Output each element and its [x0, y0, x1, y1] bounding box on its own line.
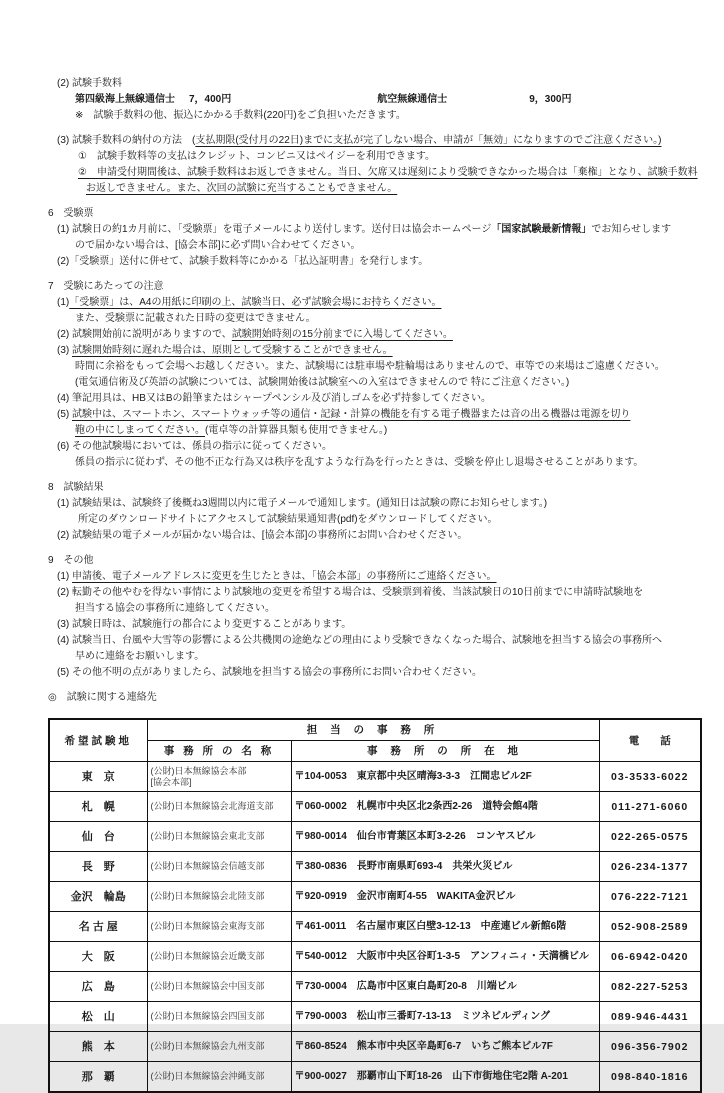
office-name-line1: (公財)日本無線協会北陸支部 [150, 891, 265, 901]
continuation [75, 455, 702, 471]
office-name-cell [147, 912, 291, 942]
doc-text-segment: (電気通信術及び英語の試験については、試験開始後は試験室への入室はできませんので 特にご注意ください。) [75, 377, 570, 388]
office-address-cell: 〒730-0004 広島市中区東白島町20-8 川端ビル [291, 972, 599, 1002]
doc-text-segment: また、受験票に記載された日時の変更はできません。 [75, 313, 316, 324]
doc-text-segment: 試験開始時刻に遅れた場合は、原則として受験することができません。 [72, 345, 393, 356]
contact-row [49, 1002, 701, 1032]
column-header-office-group: 担 当 の 事 務 所 [147, 719, 599, 741]
doc-text-segment: (5) [57, 409, 72, 420]
doc-text-segment: (電卓等の計算器具類も使用できません。) [205, 425, 388, 436]
continuation [75, 238, 702, 254]
office-name-cell [147, 882, 291, 912]
list-item [57, 343, 702, 359]
office-name-cell [147, 1062, 291, 1093]
doc-text-segment: (5) その他不明の点がありましたら、試験地を担当する協会の事務所にお問い合わせください。 [57, 667, 482, 678]
office-name-line1: (公財)日本無線協会信越支部 [150, 861, 265, 871]
office-address-cell: 〒920-0919 金沢市南町4-55 WAKITA金沢ビル [291, 882, 599, 912]
office-phone-cell: 022-265-0575 [599, 822, 701, 852]
test-site-cell: 札 幌 [49, 792, 147, 822]
doc-text-segment: (1) [57, 571, 72, 582]
doc-text-segment: (2) 転勤その他やむを得ない事情により試験地の変更を希望する場合は、受験票到着後、当該試験日の10日前までに申請時試験地を [57, 587, 644, 598]
office-address-cell: 〒900-0027 那覇市山下町18-26 山下市街地住宅2階 A-201 [291, 1062, 599, 1093]
doc-text-segment: (4) 試験当日、台風や大雪等の影響による公共機関の途絶などの理由により受験できなくなった場合、試験地を担当する協会の事務所へ [57, 635, 662, 646]
office-phone-cell: 052-908-2589 [599, 912, 701, 942]
doc-text-segment: 8 試験結果 [48, 482, 104, 493]
doc-text-segment: 「国家試験最新情報」 [491, 224, 592, 235]
test-site-cell: 広 島 [49, 972, 147, 1002]
section-2-heading [57, 76, 702, 92]
doc-text-segment: (2) 試験開始前に説明がありますので、 [57, 329, 232, 340]
doc-text-segment: 鞄の中にしまってください。 [75, 425, 205, 436]
continuation [86, 181, 702, 197]
office-phone-cell: 076-222-7121 [599, 882, 701, 912]
office-phone-cell: 03-3533-6022 [599, 762, 701, 792]
doc-text-segment: (3) [57, 345, 72, 356]
office-address-cell: 〒980-0014 仙台市青葉区本町3-2-26 コンヤスビル [291, 822, 599, 852]
test-site-cell: 仙 台 [49, 822, 147, 852]
office-address-cell: 〒104-0053 東京都中央区晴海3-3-3 江間忠ビル2F [291, 762, 599, 792]
office-address-cell: 〒461-0011 名古屋市東区白壁3-12-13 中産連ビル新館6階 [291, 912, 599, 942]
office-address-cell: 〒860-8524 熊本市中央区辛島町6-7 いちご熊本ビル7F [291, 1032, 599, 1062]
doc-block [48, 133, 702, 197]
test-site-cell: 松 山 [49, 1002, 147, 1032]
office-name-cell [147, 972, 291, 1002]
office-name-cell [147, 852, 291, 882]
continuation [78, 512, 702, 528]
contact-row [49, 1032, 701, 1062]
doc-text-segment: 9，300円 [529, 94, 572, 105]
doc-text-segment: ① 試験手数料等の支払はクレジット、コンビニ又はペイジーを利用できます。 [78, 151, 436, 162]
doc-text-segment: 6 受験票 [48, 208, 94, 219]
continuation [75, 311, 702, 327]
list-item [57, 407, 702, 423]
office-name-cell [147, 792, 291, 822]
office-name-line1: (公財)日本無線協会九州支部 [150, 1041, 265, 1051]
office-phone-cell: 026-234-1377 [599, 852, 701, 882]
doc-text-segment: (2) 試験手数料 [57, 78, 122, 89]
contact-row [49, 972, 701, 1002]
office-name-line1: (公財)日本無線協会中国支部 [150, 981, 265, 991]
doc-text-segment: (1) 試験日の約1カ月前に、「受験票」を電子メールにより送付します。送付日は協会ホームページ [57, 224, 492, 235]
section-7-heading [48, 279, 702, 295]
contact-table-body [49, 762, 701, 1093]
column-header-test-site: 希望試験地 [49, 719, 147, 762]
contact-row [49, 942, 701, 972]
doc-text-segment: 「受験票」は、A4の用紙に印刷の上、試験当日、必ず試験会場にお持ちください。 [69, 297, 442, 308]
doc-block [48, 76, 702, 124]
doc-text-segment: 申請後、電子メールアドレスに変更を生じたときは、「協会本部」の事務所にご連絡ください。 [72, 571, 497, 582]
office-name-line1: (公財)日本無線協会本部 [150, 765, 247, 776]
office-name-line1: (公財)日本無線協会沖縄支部 [150, 1071, 265, 1081]
document-text [48, 76, 702, 681]
section-6-heading [48, 206, 702, 222]
doc-text-segment: ※ 試験手数料の他、振込にかかる手数料(220円)をご負担いただきます。 [75, 110, 406, 121]
list-item [57, 617, 702, 633]
list-item [57, 633, 702, 649]
test-site-cell: 金沢 輪島 [49, 882, 147, 912]
office-name-cell [147, 1032, 291, 1062]
contact-table [48, 718, 702, 1093]
doc-text-segment: ② 申請受付期間後は、試験手数料はお返しできません。当日、欠席又は遅刻により受験できなかった場合は「棄権」となり、試験手数料 [78, 167, 698, 178]
office-name-line1: (公財)日本無線協会四国支部 [150, 1011, 265, 1021]
list-item [57, 439, 702, 455]
contact-table-header [49, 719, 701, 762]
continuation [75, 649, 702, 665]
contact-row [49, 792, 701, 822]
office-name-cell [147, 1002, 291, 1032]
office-address-cell: 〒540-0012 大阪市中央区谷町1-3-5 アンフィニィ・天満橋ビル [291, 942, 599, 972]
office-phone-cell: 082-227-5253 [599, 972, 701, 1002]
test-site-cell: 長 野 [49, 852, 147, 882]
list-item [57, 569, 702, 585]
doc-text-segment: (3) 試験手数料の納付の方法 ( [57, 135, 196, 146]
continuation [75, 423, 702, 439]
office-name-line2: [協会本部] [150, 776, 192, 787]
office-name-cell [147, 822, 291, 852]
contact-row [49, 1062, 701, 1093]
office-name-line1: (公財)日本無線協会近畿支部 [150, 951, 265, 961]
continuation [75, 601, 702, 617]
column-header-office-address: 事 務 所 の 所 在 地 [291, 741, 599, 762]
doc-block [48, 206, 702, 270]
list-item [57, 327, 702, 343]
doc-text-segment: (2)「受験票」送付に併せて、試験手数料等にかかる「払込証明書」を発行します。 [57, 256, 429, 267]
list-item [57, 254, 702, 270]
doc-text-segment: 所定のダウンロードサイトにアクセスして試験結果通知書(pdf)をダウンロードしてください。 [78, 514, 498, 525]
list-item [57, 391, 702, 407]
test-site-cell: 東 京 [49, 762, 147, 792]
list-item [57, 222, 702, 238]
office-name-cell [147, 762, 291, 792]
office-name-line1: (公財)日本無線協会東海支部 [150, 921, 265, 931]
doc-text-segment: お返しできません。また、次回の試験に充当することもできません。 [86, 183, 398, 194]
office-phone-cell: 096-356-7902 [599, 1032, 701, 1062]
section-9-heading [48, 553, 702, 569]
doc-block [48, 480, 702, 544]
office-name-line1: (公財)日本無線協会東北支部 [150, 831, 265, 841]
doc-text-segment: 試験中は、スマートホン、スマートウォッチ等の通信・記録・計算の機能を有する電子機器または音の出る機器は電源を切り [72, 409, 631, 420]
office-phone-cell: 011-271-6060 [599, 792, 701, 822]
list-item [57, 528, 702, 544]
doc-text-segment: 支払期限(受付月の22日)までに支払が完了しない場合、申請が「無効」になりますのでご注意ください。) [195, 135, 662, 146]
doc-block [48, 553, 702, 681]
fee-note [75, 108, 702, 124]
doc-text-segment: (3) 試験日時は、試験施行の都合により変更することがあります。 [57, 619, 352, 630]
doc-text-segment: (4) 筆記用具は、HB又はBの鉛筆またはシャープペンシル及び消しゴムを必ず持参してください。 [57, 393, 491, 404]
contact-row [49, 822, 701, 852]
office-phone-cell: 089-946-4431 [599, 1002, 701, 1032]
section-8-heading [48, 480, 702, 496]
office-address-cell: 〒380-0836 長野市南県町693-4 共栄火災ビル [291, 852, 599, 882]
doc-text-segment: でお知らせします [591, 224, 672, 235]
list-item [78, 149, 702, 165]
office-name-line1: (公財)日本無線協会北海道支部 [150, 801, 274, 811]
doc-text-segment: 係員の指示に従わず、その他不正な行為又は秩序を乱すような行為を行ったときは、受験を停止し退場させることがあります。 [75, 457, 644, 468]
continuation [75, 375, 702, 391]
list-item [57, 496, 702, 512]
list-item [57, 585, 702, 601]
contact-row [49, 852, 701, 882]
test-site-cell: 那 覇 [49, 1062, 147, 1093]
office-phone-cell: 06-6942-0420 [599, 942, 701, 972]
doc-text-segment: 早めに連絡をお願いします。 [75, 651, 205, 662]
office-phone-cell: 098-840-1816 [599, 1062, 701, 1093]
list-item [78, 165, 702, 181]
contact-row [49, 762, 701, 792]
doc-text-segment: (6) その他試験場においては、係員の指示に従ってください。 [57, 441, 332, 452]
office-address-cell: 〒790-0003 松山市三番町7-13-13 ミツネビルディング [291, 1002, 599, 1032]
office-name-cell [147, 942, 291, 972]
test-site-cell: 名 古 屋 [49, 912, 147, 942]
doc-text-segment: 7 受験にあたっての注意 [48, 281, 164, 292]
doc-text-segment: 試験開始時刻の15分前までに入場してください。 [231, 329, 453, 340]
doc-text-segment: 7，400円 [189, 94, 232, 105]
column-header-office-name: 事 務 所 の 名 称 [147, 741, 291, 762]
test-site-cell: 大 阪 [49, 942, 147, 972]
list-item [57, 295, 702, 311]
doc-text-segment: (2) 試験結果の電子メールが届かない場合は、[協会本部]の事務所にお問い合わせください。 [57, 530, 468, 541]
doc-text-segment: (1) 試験結果は、試験終了後概ね3週間以内に電子メールで通知します。(通知日は試験の際にお知らせします。) [57, 498, 548, 509]
list-item [57, 665, 702, 681]
doc-text-segment: (1) [57, 297, 70, 308]
doc-text-segment: ので届かない場合は、[協会本部]に必ず問い合わせてください。 [75, 240, 361, 251]
doc-text-segment: 航空無線通信士 [377, 94, 448, 105]
fee-line [75, 92, 702, 108]
doc-text-segment: 時間に余裕をもって会場へお越しください。また、試験場には駐車場や駐輪場はありませんので、車等での来場はご遠慮ください。 [75, 361, 665, 372]
continuation [75, 359, 702, 375]
section-3-heading [57, 133, 702, 149]
test-site-cell: 熊 本 [49, 1032, 147, 1062]
contact-section-heading: ◎ 試験に関する連絡先 [48, 692, 157, 703]
doc-text-segment: 9 その他 [48, 555, 94, 566]
doc-block [48, 279, 702, 471]
doc-text-segment: 第四級海上無線通信士 [75, 94, 175, 105]
contact-row [49, 912, 701, 942]
contact-row [49, 882, 701, 912]
doc-text-segment: 担当する協会の事務所に連絡してください。 [75, 603, 275, 614]
office-address-cell: 〒060-0002 札幌市中央区北2条西2-26 道特会館4階 [291, 792, 599, 822]
column-header-phone: 電 話 [599, 719, 701, 762]
